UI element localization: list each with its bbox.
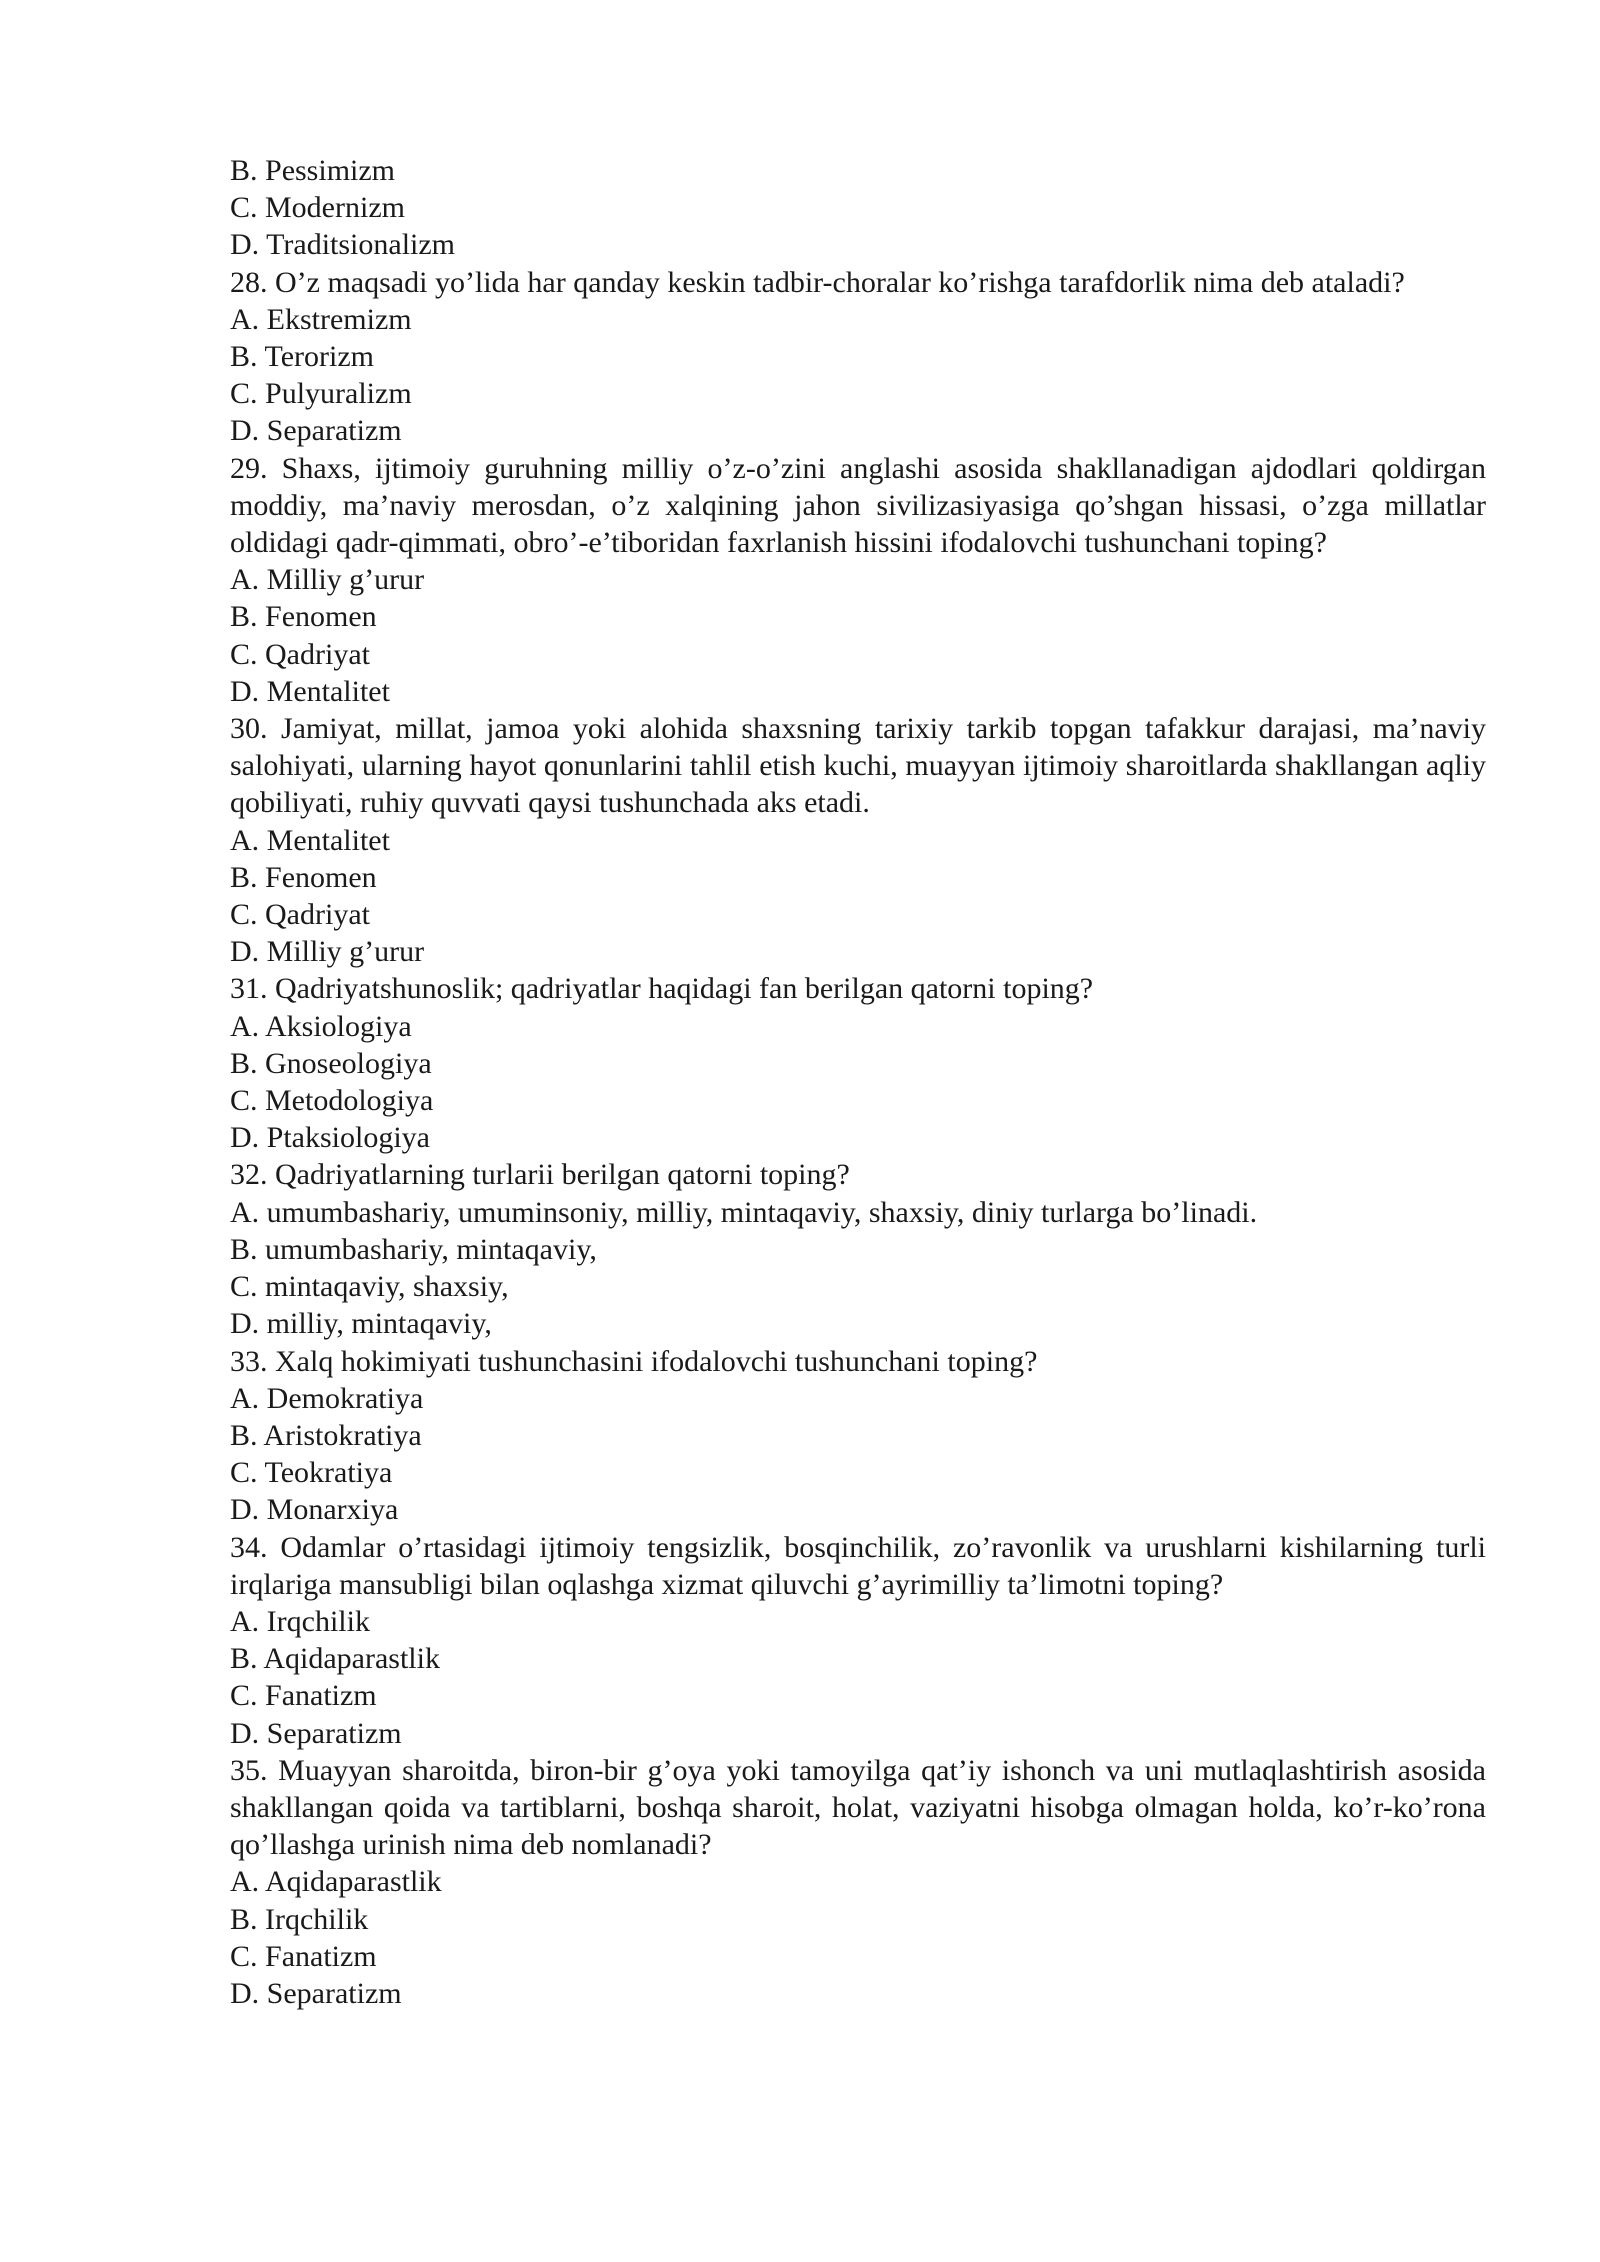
answer-option: C. mintaqaviy, shaxsiy, <box>230 1270 509 1304</box>
document-page <box>230 152 1486 2012</box>
question-text: 32. Qadriyatlarning turlarii berilgan qatorni toping? <box>230 1158 850 1192</box>
question-text: 28. O’z maqsadi yo’lida har qanday keskin tadbir-choralar ko’rishga tarafdorlik nima deb ataladi? <box>230 265 1405 299</box>
answer-option: A. Mentalitet <box>230 823 390 857</box>
answer-option: D. Traditsionalizm <box>230 228 456 262</box>
answer-option: D. Monarxiya <box>230 1493 399 1527</box>
answer-option: D. Mentalitet <box>230 674 390 708</box>
answer-option: B. Terorizm <box>230 340 374 374</box>
answer-option: C. Modernizm <box>230 191 405 225</box>
question-text: 34. Odamlar o’rtasidagi ijtimoiy tengsizlik, bosqinchilik, zo’ravonlik va urushlarni kishilarning turli irqlariga mansubligi bilan oqlashga xizmat qiluvchi g’ayrimilliy ta’limotni toping? <box>230 1530 1486 1601</box>
answer-option: B. Irqchilik <box>230 1902 369 1936</box>
answer-option: C. Fanatizm <box>230 1939 377 1973</box>
question-text: 31. Qadriyatshunoslik; qadriyatlar haqidagi fan berilgan qatorni toping? <box>230 972 1094 1006</box>
question-text: 33. Xalq hokimiyati tushunchasini ifodalovchi tushunchani toping? <box>230 1344 1038 1378</box>
document-body <box>230 152 1486 2012</box>
question-text: 30. Jamiyat, millat, jamoa yoki alohida shaxsning tarixiy tarkib topgan tafakkur darajasi, ma’naviy salohiyati, ularning hayot qonunlarini tahlil etish kuchi, muayyan ijtimoiy sharoitlarda shakllangan aqliy qobiliyati, ruhiy quvvati qaysi tushunchada aks etadi. <box>230 712 1486 820</box>
answer-option: A. Aqidaparastlik <box>230 1865 442 1899</box>
answer-option: B. Aqidaparastlik <box>230 1642 440 1676</box>
answer-option: A. Aksiologiya <box>230 1009 412 1043</box>
question-text: 35. Muayyan sharoitda, biron-bir g’oya yoki tamoyilga qat’iy ishonch va uni mutlaqlashtirish asosida shakllangan qoida va tartiblarni, boshqa sharoit, holat, vaziyatni hisobga olmagan holda, ko’r-ko’rona qo’llashga urinish nima deb nomlanadi? <box>230 1753 1486 1862</box>
answer-option: D. Separatizm <box>230 414 402 448</box>
answer-option: A. umumbashariy, umuminsoniy, milliy, mintaqaviy, shaxsiy, diniy turlarga bo’linadi. <box>230 1195 1258 1229</box>
answer-option: B. Pessimizm <box>230 154 396 187</box>
answer-option: C. Fanatizm <box>230 1679 377 1713</box>
answer-option: D. Milliy g’urur <box>230 935 425 969</box>
answer-option: D. Ptaksiologiya <box>230 1121 430 1155</box>
answer-option: D. Separatizm <box>230 1716 402 1750</box>
answer-option: C. Qadriyat <box>230 637 370 671</box>
answer-option: B. Gnoseologiya <box>230 1046 432 1080</box>
answer-option: C. Metodologiya <box>230 1084 434 1118</box>
answer-option: C. Pulyuralizm <box>230 377 412 411</box>
answer-option: B. Fenomen <box>230 600 377 634</box>
answer-option: A. Ekstremizm <box>230 302 412 336</box>
answer-option: C. Teokratiya <box>230 1456 393 1490</box>
question-text: 29. Shaxs, ijtimoiy guruhning milliy o’z-o’zini anglashi asosida shakllanadigan ajdodlari qoldirgan moddiy, ma’naviy merosdan, o’z xalqining jahon sivilizasiyasiga qo’shgan hissasi, o’zga millatlar oldidagi qadr-qimmati, obro’-e’tiboridan faxrlanish hissini ifodalovchi tushunchani toping? <box>230 451 1486 560</box>
answer-option: D. milliy, mintaqaviy, <box>230 1307 492 1341</box>
answer-option: B. Fenomen <box>230 860 377 894</box>
answer-option: C. Qadriyat <box>230 898 370 932</box>
answer-option: A. Milliy g’urur <box>230 563 425 597</box>
answer-option: B. Aristokratiya <box>230 1418 422 1452</box>
answer-option: B. umumbashariy, mintaqaviy, <box>230 1232 597 1266</box>
answer-option: A. Irqchilik <box>230 1604 370 1638</box>
answer-option: D. Separatizm <box>230 1976 402 2010</box>
answer-option: A. Demokratiya <box>230 1381 424 1415</box>
